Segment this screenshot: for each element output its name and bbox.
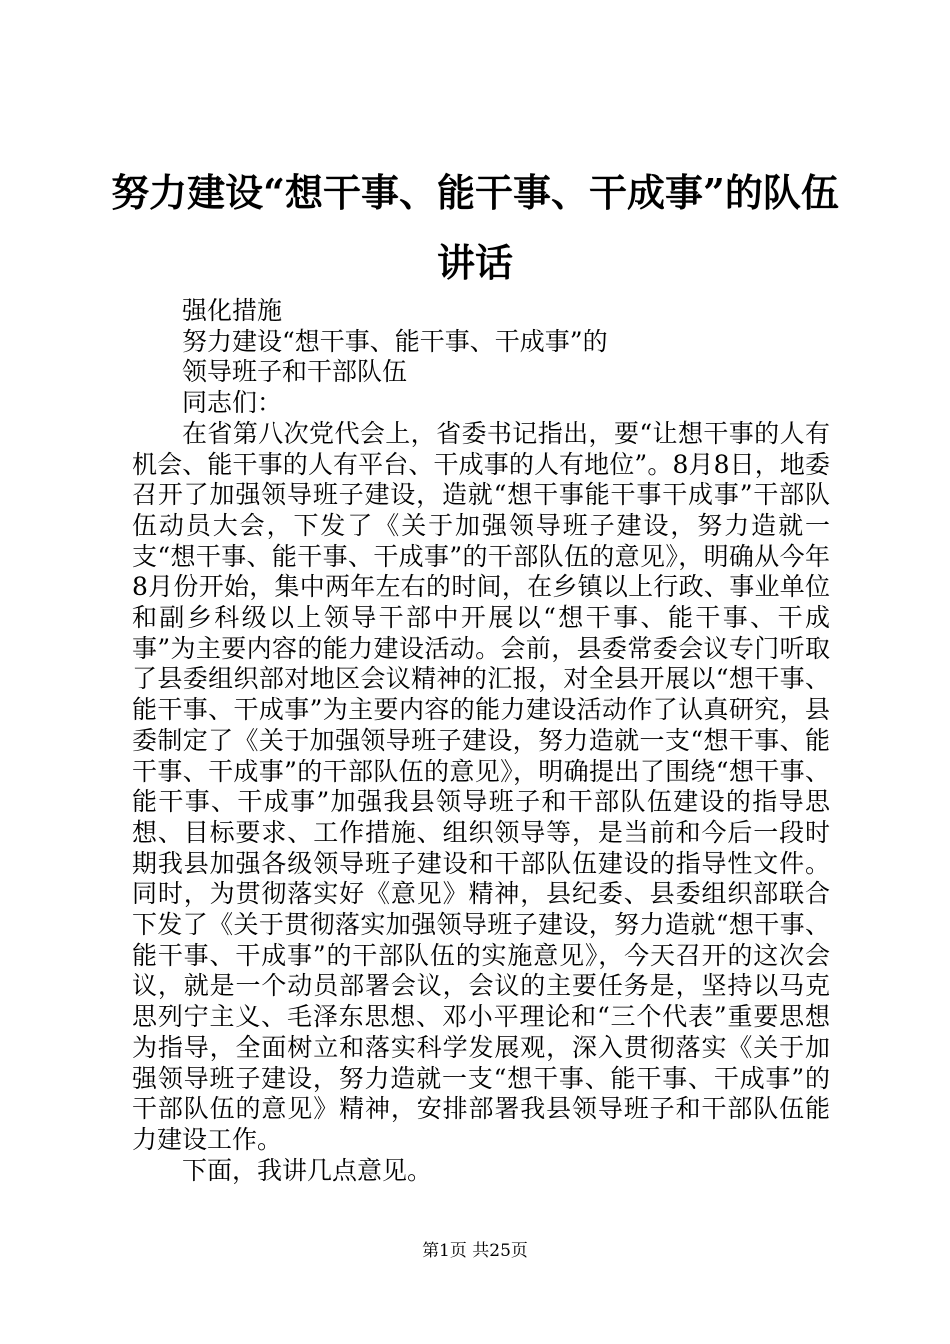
salutation: 同志们： — [182, 388, 283, 418]
page-footer — [0, 1240, 950, 1262]
page-indicator: 第1页 共25页 — [422, 1241, 528, 1261]
heading-line-3: 领导班子和干部队伍 — [182, 357, 408, 387]
title-line-2: 讲话 — [436, 240, 513, 285]
closing-paragraph: 下面，我讲几点意见。 — [182, 1155, 433, 1185]
heading-line-2: 努力建设“想干事、能干事、干成事”的 — [182, 326, 608, 356]
title-line-1: 努力建设“想干事、能干事、干成事”的队伍 — [111, 170, 839, 215]
document-title — [100, 158, 850, 298]
heading-line-1: 强化措施 — [182, 296, 283, 325]
document-body — [132, 296, 830, 1186]
main-paragraph: 在省第八次党代会上，省委书记指出，要“让想干事的人有机会、能干事的人有平台、干成事的人有地位”。8月8日，地委召开了加强领导班子建设，造就“想干事能干事干成事”干部队伍动员大会，下发了《关于加强领导班子建设，努力造就一支“想干事、能干事、干成事”的干部队伍的意见》，明确从今年8月份开始，集中两年左右的时间，在乡镇以上行政、事业单位和副乡科级以上领导干部中开展以“想干事、能干事、干成事”为主要内容的能力建设活动。会前，县委常委会议专门听取了县委组织部对地区会议精神的汇报，对全县开展以“想干事、能干事、干成事”为主要内容的能力建设活动作了认真研究，县委制定了《关于加强领导班子建设，努力造就一支“想干事、能干事、干成事”的干部队伍的意见》，明确提出了围绕“想干事、能干事、干成事”加强我县领导班子和干部队伍建设的指导思想、目标要求、工作措施、组织领导等，是当前和今后一段时期我县加强各级领导班子建设和干部队伍建设的指导性文件。同时，为贯彻落实好《意见》精神，县纪委、县委组织部联合下发了《关于贯彻落实加强领导班子建设，努力造就“想干事、能干事、干成事”的干部队伍的实施意见》，今天召开的这次会议，就是一个动员部署会议，会议的主要任务是，坚持以马克思列宁主义、毛泽东思想、邓小平理论和“三个代表”重要思想为指导，全面树立和落实科学发展观，深入贯彻落实《关于加强领导班子建设，努力造就一支“想干事、能干事、干成事”的干部队伍的意见》精神，安排部署我县领导班子和干部队伍能力建设工作。 — [132, 418, 830, 1154]
